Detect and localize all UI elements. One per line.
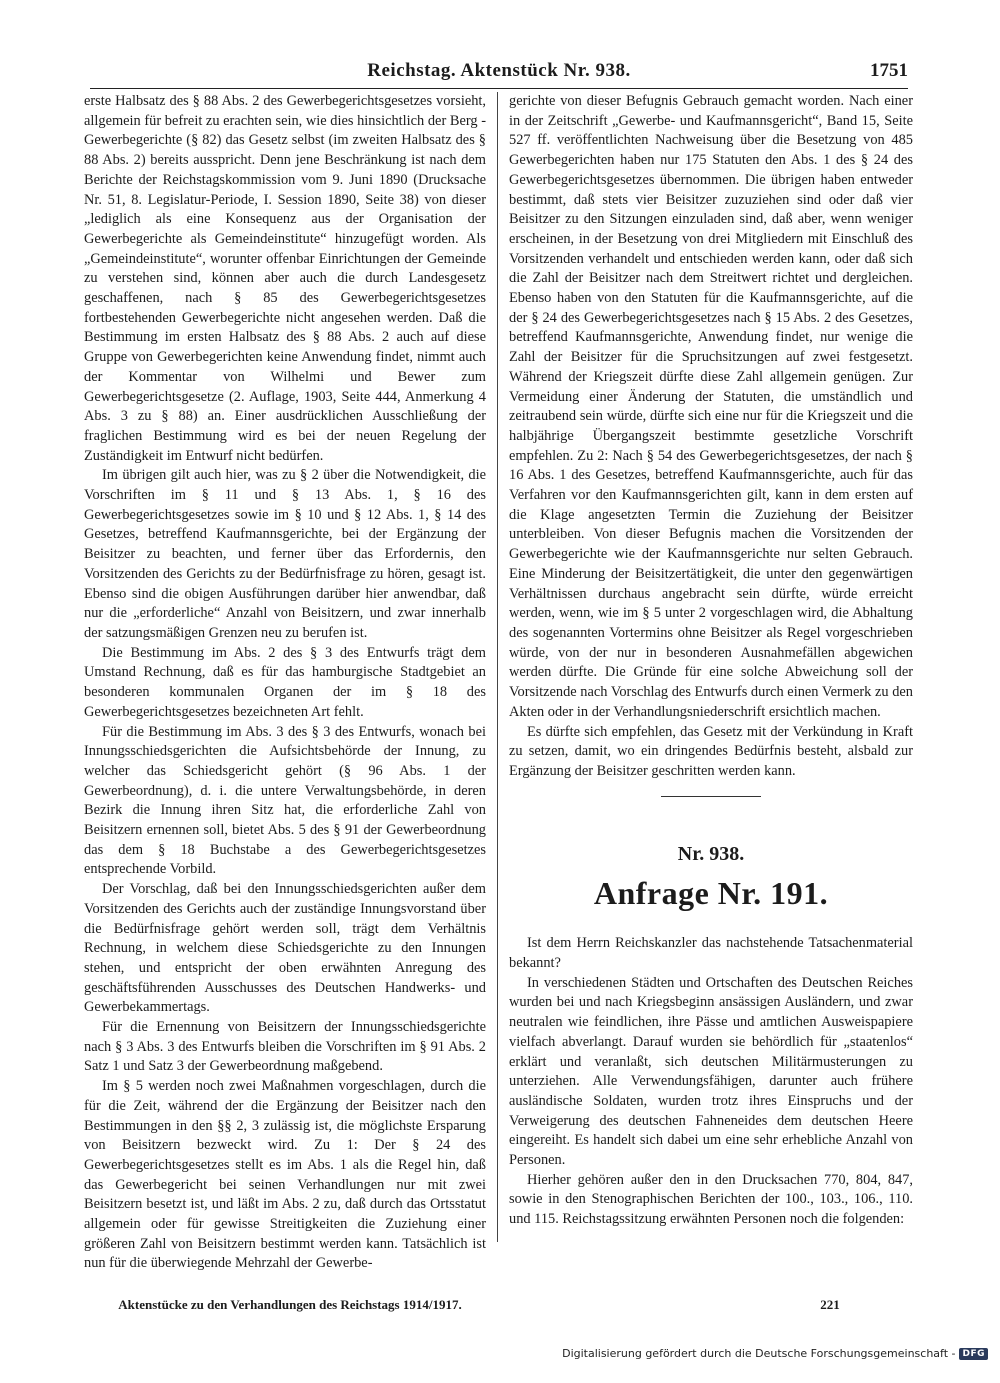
paragraph: Im übrigen gilt auch hier, was zu § 2 über die Notwendigkeit, die Vorschriften im § 11 und § 13 Abs. 1, § 16 des Gewerbegerichtsgesetzes sowie im § 10 und § 12 Abs. 1, § 14 des Gesetzes, betreffend Kaufmannsgerichte, bei der Ergänzung der Beisitzer zu beachten, und ferner über das Erfordernis, den Vorsitzenden des Gerichts zu der Bedürfnisfrage zu hören, gesagt ist. Ebenso sind die obigen Ausführungen darüber hier anwendbar, daß nur die „erforderliche“ Anzahl von Beisitzern, und zwar innerhalb der satzungsmäßigen Grenzen neu zu berufen ist. [84,467,486,641]
running-title: Reichstag. Aktenstück Nr. 938. [367,60,631,81]
digitization-credit [562,1347,988,1360]
header-rule [90,88,908,89]
footer-source: Aktenstücke zu den Verhandlungen des Reichstags 1914/1917. [118,1297,462,1312]
section-end-rule [661,796,761,797]
page-header [90,58,908,90]
credit-text: Digitalisierung gefördert durch die Deutsche Forschungsgemeinschaft - [562,1347,956,1360]
paragraph: Für die Ernennung von Beisitzern der Innungsschiedsgerichte nach § 3 Abs. 3 des Entwurfs bleiben die Vorschriften im § 91 Abs. 2 Satz 1 und Satz 3 der Gewerbeordnung maßgebend. [84,1019,486,1075]
right-column [509,92,913,1230]
left-column [84,92,486,1274]
column-divider [497,92,498,1242]
section-title: Anfrage Nr. 191. [593,875,829,912]
page-number: 1751 [870,60,908,81]
paragraph: Hierher gehören außer den in den Drucksachen 770, 804, 847, sowie in den Stenographischen Berichten der 100., 103., 106., 110. und 115. Reichstagssitzung erwähnten Personen noch die folgenden: [509,1171,913,1228]
section-number: Nr. 938. [677,842,745,865]
dfg-logo: DFG [959,1348,988,1360]
footer-sheet-number: 221 [820,1297,840,1312]
paragraph: Im § 5 werden noch zwei Maßnahmen vorgeschlagen, durch die für die Zeit, während der die Ergänzung der Beisitzer nach den Bestimmungen in den §§ 2, 3 zulässig ist, die möglichste Ersparung von Beisitzern bezweckt wird. Zu 1: Der § 24 des Gewerbegerichtsgesetzes stellt es im Abs. 1 als die Regel hin, daß das Gewerbegericht bei seinen Verhandlungen nur mit zwei Beisitzern besetzt ist, und läßt im Abs. 2 zu, daß durch das Ortsstatut allgemein oder für gewisse Streitigkeiten die Zuziehung einer größeren Zahl von Beisitzern bestimmt werden kann. Tatsächlich ist nun für die überwiegende Mehrzahl der Gewerbe- [84,1078,486,1272]
paragraph: Ist dem Herrn Reichskanzler das nachstehende Tatsachenmaterial bekannt? [509,935,913,972]
paragraph: erste Halbsatz des § 88 Abs. 2 des Gewerbegerichtsgesetzes vorsieht, allgemein für befreit zu erachten sein, wie dies hinsichtlich der Berg - Gewerbegerichte (§ 82) das Gesetz selbst (im zweiten Halbsatz des § 88 Abs. 2) bereits ausspricht. Denn jene Beschränkung ist nach dem Berichte der Reichstagskommission vom 9. Juni 1890 (Drucksache Nr. 51, 8. Legislatur-Periode, I. Session 1890, Seite 38) von dieser „lediglich als eine Konsequenz aus der Organisation der Gewerbegerichte als Gemeindeinstitute“ hinzugefügt worden. Als „Gemeindeinstitute“, worunter offenbar Einrichtungen der Gemeinde zu verstehen sind, können aber auch die durch Landesgesetz geschaffenen, nach § 85 des Gewerbegerichtsgesetzes fortbestehenden Gewerbegerichte nicht angesehen werden. Daß die Bestimmung im ersten Halbsatz des § 88 Abs. 2 auch auf diese Gruppe von Gewerbegerichten keine Anwendung findet, nimmt auch der Kommentar von Wilhelmi und Bewer zum Gewerbegerichtsgesetze (2. Auflage, 1903, Seite 444, Anmerkung 4 Abs. 3 zu § 88) an. Einer ausdrücklichen Ausschließung der fraglichen Bestimmung wird es bei der neuen Regelung der Zuständigkeit im Entwurf nicht bedürfen. [84,93,486,464]
paragraph: In verschiedenen Städten und Ortschaften des Deutschen Reiches wurden bei und nach Kriegsbeginn ansässigen Ausländern, und zwar neutralen wie feindlichen, ihre Pässe und amtlichen Ausweispapiere vielfach abverlangt. Darauf wurden sie behördlich für „staatenlos“ erklärt und veranlaßt, sich deutschen Militärmusterungen zu unterziehen. Alle Verwendungsfähigen, darunter auch frühere ausländische Soldaten, wurden trotz ihres Einspruchs und der Verweigerung des deutschen Fahneneides dem deutschen Heere eingereiht. Es handelt sich dabei um eine sehr erhebliche Anzahl von Personen. [509,974,913,1169]
paragraph: Die Bestimmung im Abs. 2 des § 3 des Entwurfs trägt dem Umstand Rechnung, daß es für das hamburgische Stadtgebiet an besonderen kommunalen Organen der im § 18 des Gewerbegerichtsgesetzes bezeichneten Art fehlt. [84,644,486,720]
paragraph: Es dürfte sich empfehlen, das Gesetz mit der Verkündung in Kraft zu setzen, damit, wo ein dringendes Bedürfnis besteht, alsbald zur Ergänzung der Beisitzer geschritten werden kann. [509,723,913,779]
paragraph: Für die Bestimmung im Abs. 3 des § 3 des Entwurfs, wonach bei Innungsschiedsgerichten die Aufsichtsbehörde der Innung, zu welcher das Schiedsgericht gehört (§ 96 Abs. 1 der Gewerbeordnung), d. i. die untere Verwaltungsbehörde, in deren Bezirk die Innung ihren Sitz hat, die erforderliche Zahl von Beisitzern ernennen soll, bietet Abs. 5 des § 91 der Gewerbeordnung das dem § 18 Buchstabe a des Gewerbegerichtsgesetzes entsprechende Vorbild. [84,723,486,878]
paragraph: Der Vorschlag, daß bei den Innungsschiedsgerichten außer dem Vorsitzenden des Gerichts auch der zuständige Innungsvorstand über die Bedürfnisfrage gehört werden soll, trägt dem Verhältnis Rechnung, in welchem diese Schiedsgerichte zu den Innungen stehen, und entspricht der oben erwähnten Anregung des geschäftsführenden Ausschusses des Deutschen Handwerks- und Gewerbekammertags. [84,881,486,1016]
paragraph: gerichte von dieser Befugnis Gebrauch gemacht worden. Nach einer in der Zeitschrift „Gewerbe- und Kaufmannsgericht“, Band 15, Seite 527 ff. veröffentlichten Nachweisung über die Besetzung von 485 Gewerbegerichten haben nur 175 Statuten den Abs. 1 des § 24 des Gewerbegerichtsgesetzes übernommen. Die übrigen haben entweder bestimmt, daß stets vier Beisitzer zuzuziehen sind oder daß vier Beisitzer zu den Sitzungen einzuladen sind, daß aber, wenn weniger erscheinen, in der Besetzung von drei Mitgliedern mit Einschluß des Vorsitzenden verhandelt und entschieden werden kann, oder daß sich die Zahl der Beisitzer nach dem Streitwert richtet und dergleichen. Ebenso haben von den Statuten für die Kaufmannsgerichte, auf die der § 24 des Gewerbegerichtsgesetzes nach § 15 Abs. 2 des Gesetzes, betreffend Kaufmannsgerichte, Anwendung findet, nur wenige die Zahl der Beisitzer für die Spruchsitzungen auf zwei festgesetzt. Während der Kriegszeit dürfte diese Zahl allgemein genügen. Zur Vermeidung einer Änderung der Statuten, die umständlich und zeitraubend sein würde, dürfte sich eine nur für die Kriegszeit und die halbjährige Übergangszeit bestimmte gesetzliche Vorschrift empfehlen. Zu 2: Nach § 54 des Gewerbegerichtsgesetzes, der nach § 16 Abs. 1 des Gesetzes, betreffend Kaufmannsgerichte, auch für das Verfahren vor den Kaufmannsgerichten gilt, kann in dem ersten auf die Klage angesetzten Termin die Zuziehung der Beisitzer unterbleiben. Von dieser Befugnis machen die Vorsitzenden der Gewerbegerichte wie der Kaufmannsgerichte nur selten Gebrauch. Eine Minderung der Beisitzertätigkeit, die unter den gegenwärtigen Verhältnissen durchaus angebracht sein dürfte, würde erreicht werden, wenn, wie im § 5 unter 2 vorgeschlagen wird, die Abhaltung des sogenannten Vortermins ohne Beisitzer als Regel vorgeschrieben würde, von der nur in besonderen Ausnahmefällen abgewichen werden dürfte. Die Gründe für eine solche Abweichung soll der Vorsitzende nach Vorschlag des Entwurfs durch einen Vermerk zu den Akten oder in der Verhandlungsniederschrift ersichtlich machen. [509,93,913,720]
